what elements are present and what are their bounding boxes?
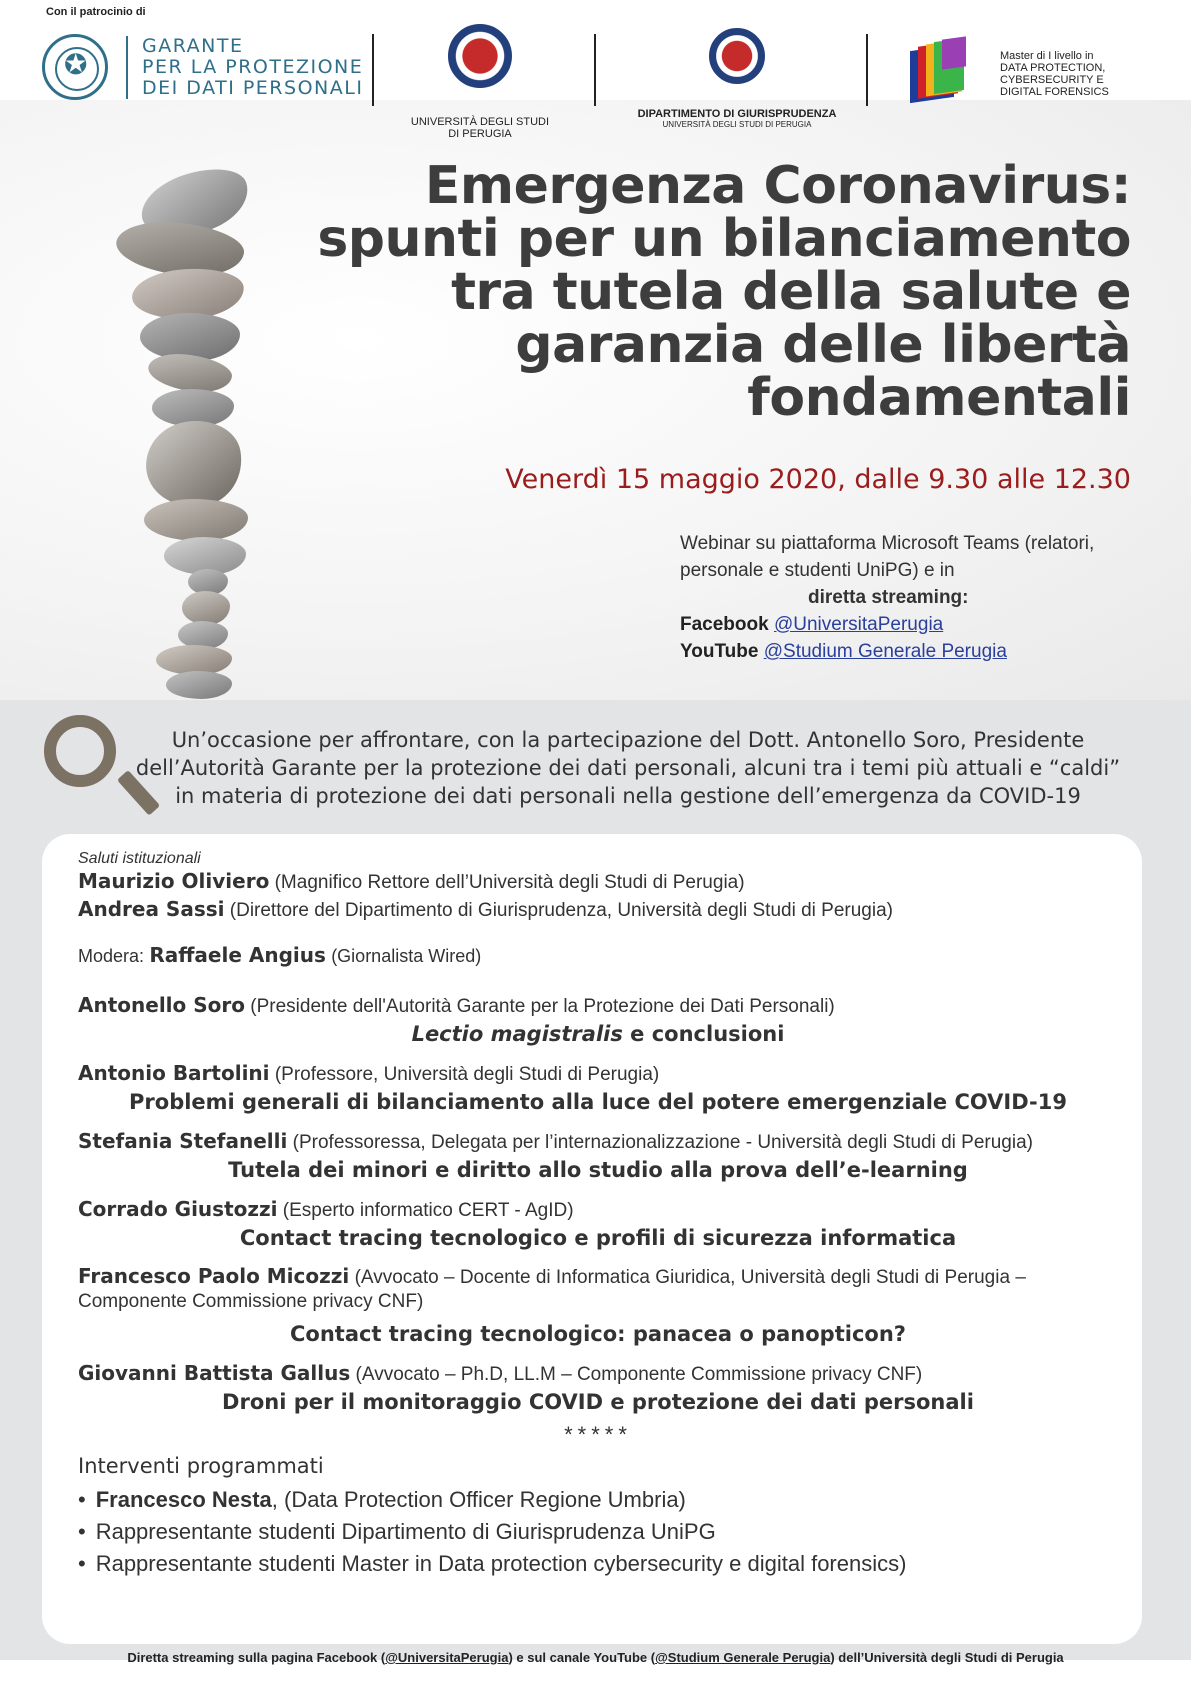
unipg-seal-icon [448, 24, 512, 88]
footer-facebook-link[interactable]: @UniversitaPerugia [385, 1650, 509, 1665]
logo-divider [372, 34, 374, 106]
speaker-row: Corrado Giustozzi (Esperto informatico CERT - AgID) [78, 1197, 574, 1221]
facebook-line [680, 611, 1110, 638]
garante-logo [42, 34, 363, 100]
saluti-label: Saluti istituzionali [78, 850, 201, 867]
talk-title: Tutela dei minori e diritto allo studio alla prova dell’e-learning [228, 1158, 968, 1182]
webinar-info [680, 530, 1110, 665]
italian-emblem-icon: ✪ [42, 34, 108, 100]
speaker-row: Antonio Bartolini (Professore, Università degli Studi di Perugia) [78, 1061, 660, 1085]
footer-note: Diretta streaming sulla pagina Facebook (@UniversitaPerugia) e sul canale YouTube (@Studium Generale Perugia) dell’Università degli Studi di Perugia [127, 1650, 1064, 1665]
garante-name: GARANTE PER LA PROTEZIONE DEI DATI PERSONALI [126, 36, 363, 99]
intro-text: Un’occasione per affrontare, con la partecipazione del Dott. Antonello Soro, Presidente dell’Autorità Garante per la protezione dei dati personali, alcuni tra i temi più attuali e “caldi” in materia di protezione dei dati personali nella gestione dell’emergenza da COVID-19 [135, 728, 1121, 808]
speaker-row: Stefania Stefanelli (Professoressa, Delegata per l’internazionalizzazione - Università degli Studi di Perugia) [78, 1129, 1033, 1153]
interventi-list [78, 1484, 1118, 1580]
separator: ***** [564, 1422, 632, 1447]
dipartimento-seal-icon [709, 28, 765, 84]
event-date: Venerdì 15 maggio 2020, dalle 9.30 alle 12.30 [505, 464, 1131, 495]
dipartimento-name: DIPARTIMENTO DI GIURISPRUDENZA [637, 108, 837, 120]
unipg-name: UNIVERSITÀ DEGLI STUDI DI PERUGIA [410, 116, 550, 140]
list-item: • Rappresentante studenti Master in Data protection cybersecurity e digital forensics) [78, 1548, 1118, 1580]
footer-youtube-link[interactable]: @Studium Generale Perugia [655, 1650, 831, 1665]
talk-title: Droni per il monitoraggio COVID e protezione dei dati personali [222, 1390, 974, 1414]
saluti-row: Maurizio Oliviero (Magnifico Rettore dell’Università degli Studi di Perugia) [78, 869, 745, 893]
master-name: Master di I livello in DATA PROTECTION, CYBERSECURITY E DIGITAL FORENSICS [1000, 50, 1109, 98]
dipartimento-logo [612, 28, 862, 129]
speaker-row: Antonello Soro (Presidente dell'Autorità Garante per la Protezione dei Dati Personali) [78, 993, 835, 1017]
program-content [78, 844, 1118, 1580]
youtube-line [680, 638, 1110, 665]
streaming-label: diretta streaming: [808, 587, 969, 608]
saluti-row: Andrea Sassi (Direttore del Dipartimento di Giurisprudenza, Università degli Studi di Perugia) [78, 897, 893, 921]
talk-title: Contact tracing tecnologico e profili di sicurezza informatica [239, 1226, 957, 1250]
program-card [42, 834, 1142, 1644]
magnifier-icon [42, 713, 142, 823]
logo-divider [866, 34, 868, 106]
dipartimento-sub: UNIVERSITÀ DEGLI STUDI DI PERUGIA [662, 120, 812, 129]
speaker-row: Francesco Paolo Micozzi (Avvocato – Docente di Informatica Giuridica, Università degli Studi di Perugia – Componente Commissione privacy CNF) [78, 1264, 1026, 1312]
event-title: Emergenza Coronavirus: spunti per un bilanciamento tra tutela della salute e garanzia delle libertà fondamentali [317, 156, 1131, 428]
talk-title: Problemi generali di bilanciamento alla luce del potere emergenziale COVID-19 [129, 1090, 1067, 1114]
logo-divider [594, 34, 596, 106]
webinar-line: Webinar su piattaforma Microsoft Teams (relatori, [680, 533, 1095, 554]
youtube-link[interactable]: @Studium Generale Perugia [763, 641, 1007, 662]
talk-title: Contact tracing tecnologico: panacea o panopticon? [290, 1322, 906, 1346]
webinar-line: personale e studenti UniPG) e in [680, 560, 955, 581]
patrocinio-label: Con il patrocinio di [46, 6, 146, 18]
speaker-row: Giovanni Battista Gallus (Avvocato – Ph.D, LL.M – Componente Commissione privacy CNF) [78, 1361, 923, 1385]
master-books-icon [910, 38, 986, 104]
interventi-label: Interventi programmati [78, 1454, 324, 1478]
youtube-label: YouTube [680, 641, 759, 662]
master-logo [910, 38, 1109, 104]
list-item: • Francesco Nesta, (Data Protection Officer Regione Umbria) [78, 1484, 1118, 1516]
list-item: • Rappresentante studenti Dipartimento di Giurisprudenza UniPG [78, 1516, 1118, 1548]
facebook-label: Facebook [680, 614, 769, 635]
facebook-link[interactable]: @UniversitaPerugia [773, 614, 944, 635]
moderator-row: Modera: Raffaele Angius (Giornalista Wired) [78, 943, 482, 967]
unipg-logo [410, 24, 550, 140]
logo-bar [0, 22, 1191, 140]
talk-title: Lectio magistralis e conclusioni [411, 1022, 785, 1046]
